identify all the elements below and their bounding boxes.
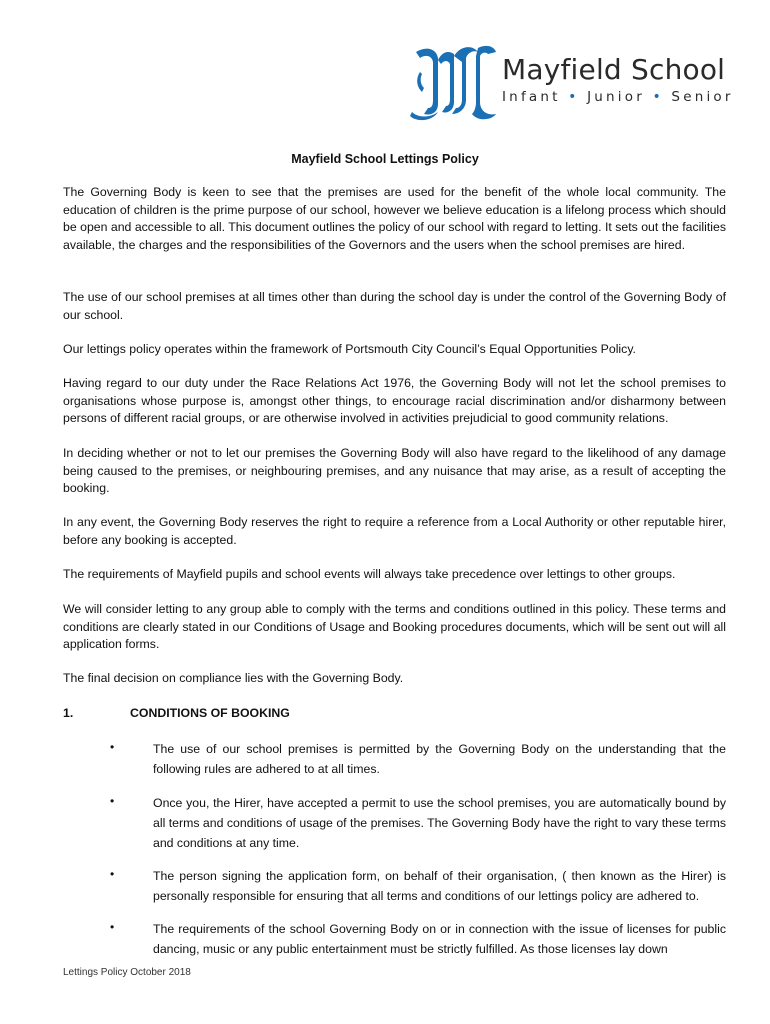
section-title: CONDITIONS OF BOOKING — [130, 706, 290, 720]
school-logo — [408, 42, 738, 122]
list-item: The use of our school premises is permitted by the Governing Body on the understanding that the following rules are adhered to at all times. — [153, 742, 726, 776]
paragraph: Having regard to our duty under the Race Relations Act 1976, the Governing Body will not let the school premises to organisations whose purpose is, amongst other things, to encourage racial discrimination and/or disharmony between persons of different racial groups, or are otherwise involved in activities prejudicial to good community relations. — [63, 376, 726, 425]
paragraph: The Governing Body is keen to see that the premises are used for the benefit of the whole local community. The education of children is the prime purpose of our school, however we believe education is a lifelong process which should be open and accessible to all. This document outlines the policy of our school with regard to letting. It sets out the facilities available, the charges and the responsibilities of the Governors and the users when the school premises are hired. — [63, 185, 726, 252]
paragraph: Our lettings policy operates within the framework of Portsmouth City Council’s Equal Opportunities Policy. — [63, 342, 636, 356]
logo-text — [502, 54, 734, 105]
list-item: Once you, the Hirer, have accepted a permit to use the school premises, you are automatically bound by all terms and conditions of usage of the premises. The Governing Body have the right to vary these terms and conditions at any time. — [153, 796, 726, 850]
paragraph: The requirements of Mayfield pupils and school events will always take precedence over lettings to other groups. — [63, 567, 676, 581]
tag-senior: Senior — [671, 89, 734, 105]
list-item: The requirements of the school Governing Body on or in connection with the issue of licenses for public dancing, music or any public entertainment must be strictly fulfilled. As those licenses lay down — [153, 922, 726, 956]
tag-separator: • — [568, 89, 580, 105]
paragraph: The final decision on compliance lies with the Governing Body. — [63, 671, 404, 685]
mayfield-m-emblem-icon — [408, 42, 500, 122]
section-heading — [63, 706, 290, 720]
paragraph: In any event, the Governing Body reserves the right to require a reference from a Local Authority or other reputable hirer, before any booking is accepted. — [63, 515, 726, 547]
tag-separator: • — [652, 89, 664, 105]
school-name: Mayfield School — [502, 53, 726, 86]
school-tagline — [502, 89, 734, 105]
page-footer: Lettings Policy October 2018 — [63, 967, 191, 978]
bullet-icon: • — [110, 920, 115, 934]
paragraph: We will consider letting to any group able to comply with the terms and conditions outlined in this policy. These terms and conditions are clearly stated in our Conditions of Usage and Booking procedures documents, which will be sent out will all application forms. — [63, 602, 726, 651]
tag-infant: Infant — [502, 89, 561, 105]
bullet-icon: • — [110, 867, 115, 881]
paragraph: The use of our school premises at all times other than during the school day is under the control of the Governing Body of our school. — [63, 290, 726, 322]
section-number: 1. — [63, 706, 74, 720]
list-item: The person signing the application form, on behalf of their organisation, ( then known as the Hirer) is personally responsible for ensuring that all terms and conditions of our lettings policy are adhered to. — [153, 869, 726, 903]
bullet-icon: • — [110, 740, 115, 754]
page-title: Mayfield School Lettings Policy — [291, 152, 479, 166]
paragraph: In deciding whether or not to let our premises the Governing Body will also have regard to the likelihood of any damage being caused to the premises, or neighbouring premises, and any nuisance that may arise, as a result of accepting the booking. — [63, 446, 726, 495]
bullet-icon: • — [110, 794, 115, 808]
tag-junior: Junior — [587, 89, 645, 105]
